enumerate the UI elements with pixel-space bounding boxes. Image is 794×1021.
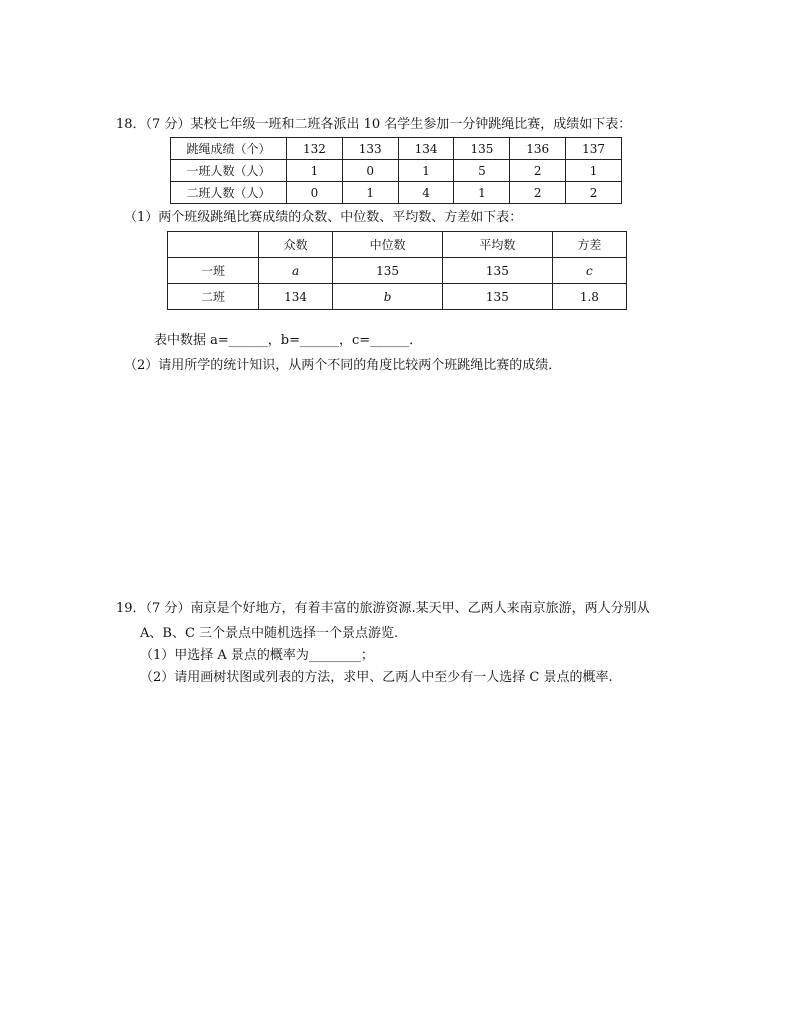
table-cell: 中位数 [333,232,443,258]
table-cell: 一班 [168,258,259,284]
table-cell: 1 [342,182,398,204]
table-cell: 2 [510,160,566,182]
table-row [168,284,627,310]
q18-part1: （1）两个班级跳绳比赛成绩的众数、中位数、平均数、方差如下表： [124,210,523,225]
q19-title-line1: 19．（7 分）南京是个好地方，有着丰富的旅游资源.某天甲、乙两人来南京旅游，两人分别从 [116,601,650,616]
table-cell: 众数 [259,232,333,258]
table-row [168,258,627,284]
q18-part2: （2）请用所学的统计知识，从两个不同的角度比较两个班跳绳比赛的成绩． [124,358,562,373]
table-cell [168,232,259,258]
table-cell: 135 [442,258,552,284]
q19-title-line2: A、B、C 三个景点中随机选择一个景点游览. [140,626,399,641]
table-cell: 方差 [552,232,626,258]
table-cell: 5 [454,160,510,182]
table-row [171,182,622,204]
q19-part2: （2）请用画树状图或列表的方法，求甲、乙两人中至少有一人选择 C 景点的概率. [140,670,613,685]
table-cell: 1 [454,182,510,204]
table-cell: 135 [454,138,510,160]
table-cell: a [259,258,333,284]
table-cell: 1.8 [552,284,626,310]
q18-title: 18．（7 分）某校七年级一班和二班各派出 10 名学生参加一分钟跳绳比赛，成绩如下表： [116,117,632,132]
table-row [168,232,627,258]
table-cell: 135 [442,284,552,310]
table-cell: 二班 [168,284,259,310]
table-cell: 2 [510,182,566,204]
jump-rope-score-table [170,137,622,204]
table-row [171,138,622,160]
table-cell: 4 [398,182,454,204]
table-cell: 132 [287,138,343,160]
table-cell: 0 [287,182,343,204]
table-row [171,160,622,182]
table-cell: 一班人数（人） [171,160,287,182]
statistics-table [167,231,627,310]
q18-fill-line: 表中数据 a=______，b=______，c=______． [154,333,423,348]
table-cell: 134 [259,284,333,310]
table-cell: 2 [566,182,622,204]
table-cell: 135 [333,258,443,284]
table-cell: 平均数 [442,232,552,258]
table-cell: 跳绳成绩（个） [171,138,287,160]
table-cell: c [552,258,626,284]
table-cell: 136 [510,138,566,160]
table-cell: b [333,284,443,310]
table-cell: 133 [342,138,398,160]
table-cell: 1 [398,160,454,182]
table-cell: 137 [566,138,622,160]
table-cell: 二班人数（人） [171,182,287,204]
q19-part1: （1）甲选择 A 景点的概率为________； [140,648,374,663]
table-cell: 134 [398,138,454,160]
table-cell: 0 [342,160,398,182]
table-cell: 1 [566,160,622,182]
table-cell: 1 [287,160,343,182]
